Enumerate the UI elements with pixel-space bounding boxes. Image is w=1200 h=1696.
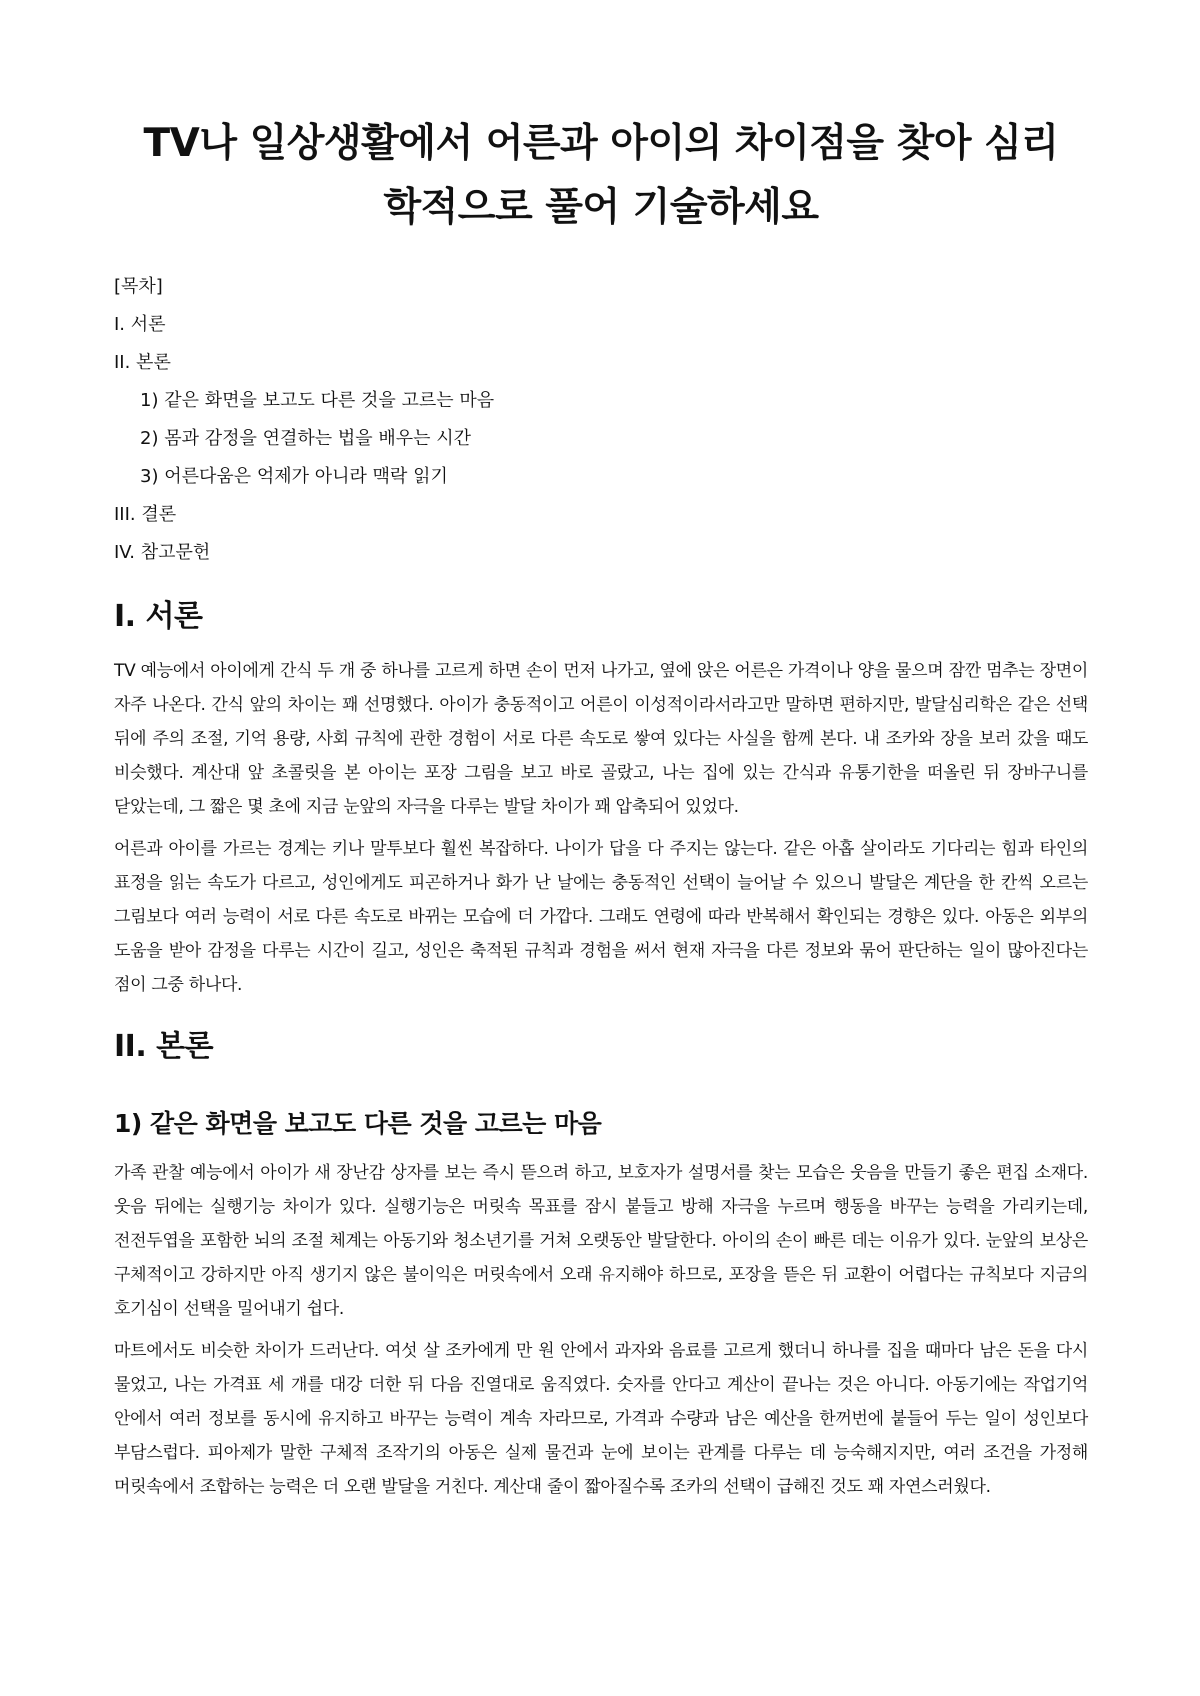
- toc-item-conclusion: III. 결론: [114, 504, 177, 525]
- toc-heading: [목차]: [114, 276, 163, 297]
- subsection-heading-1: 1) 같은 화면을 보고도 다른 것을 고르는 마음: [114, 1109, 602, 1138]
- body-sub1-paragraph-2: 마트에서도 비슷한 차이가 드러난다. 여섯 살 조카에게 만 원 안에서 과자와 음료를 고르게 했더니 하나를 집을 때마다 남은 돈을 다시 물었고, 나는 가격표 세 개를 대강 더한 뒤 다음 진열대로 움직였다. 숫자를 안다고 계산이 끝나는 것은 아니다. 아동기에는 작업기억 안에서 여러 정보를 동시에 유지하고 바꾸는 능력이 계속 자라므로, 가격과 수량과 남은 예산을 한꺼번에 붙들어 두는 일이 성인보다 부담스럽다. 피아제가 말한 구체적 조작기의 아동은 실제 물건과 눈에 보이는 관계를 다루는 데 능숙해지지만, 여러 조건을 가정해 머릿속에서 조합하는 능력은 더 오랜 발달을 거친다. 계산대 줄이 짧아질수록 조카의 선택이 급해진 것도 꽤 자연스러웠다.: [114, 1341, 1088, 1497]
- body-sub1-paragraph-1: 가족 관찰 예능에서 아이가 새 장난감 상자를 보는 즉시 뜯으려 하고, 보호자가 설명서를 찾는 모습은 웃음을 만들기 좋은 편집 소재다. 웃음 뒤에는 실행기능 차이가 있다. 실행기능은 머릿속 목표를 잠시 붙들고 방해 자극을 누르며 행동을 바꾸는 능력을 가리키는데, 전전두엽을 포함한 뇌의 조절 체계는 아동기와 청소년기를 거쳐 오랫동안 발달한다. 아이의 손이 빠른 데는 이유가 있다. 눈앞의 보상은 구체적이고 강하지만 아직 생기지 않은 불이익은 머릿속에서 오래 유지해야 하므로, 포장을 뜯은 뒤 교환이 어렵다는 규칙보다 지금의 호기심이 선택을 밀어내기 쉽다.: [114, 1163, 1088, 1319]
- toc-item-body: II. 본론: [114, 352, 171, 373]
- toc-item-references: IV. 참고문헌: [114, 542, 211, 563]
- section-heading-intro: I. 서론: [114, 599, 203, 634]
- section-intro: [114, 592, 1088, 1002]
- section-heading-body: II. 본론: [114, 1029, 214, 1064]
- toc-item-body-sub3: 3) 어른다움은 억제가 아니라 맥락 읽기: [140, 466, 448, 487]
- section-body: [114, 1022, 1088, 1504]
- toc-item-body-sub1: 1) 같은 화면을 보고도 다른 것을 고르는 마음: [140, 390, 495, 411]
- intro-paragraph-1: TV 예능에서 아이에게 간식 두 개 중 하나를 고르게 하면 손이 먼저 나가고, 옆에 앉은 어른은 가격이나 양을 물으며 잠깐 멈추는 장면이 자주 나온다. 간식 앞의 차이는 꽤 선명했다. 아이가 충동적이고 어른이 이성적이라서라고만 말하면 편하지만, 발달심리학은 같은 선택 뒤에 주의 조절, 기억 용량, 사회 규칙에 관한 경험이 서로 다른 속도로 쌓여 있다는 사실을 함께 본다. 내 조카와 장을 보러 갔을 때도 비슷했다. 계산대 앞 초콜릿을 본 아이는 포장 그림을 보고 바로 골랐고, 나는 집에 있는 간식과 유통기한을 떠올린 뒤 장바구니를 닫았는데, 그 짧은 몇 초에 지금 눈앞의 자극을 다루는 발달 차이가 꽤 압축되어 있었다.: [114, 661, 1088, 817]
- table-of-contents: [114, 268, 1088, 572]
- intro-paragraph-2: 어른과 아이를 가르는 경계는 키나 말투보다 훨씬 복잡하다. 나이가 답을 다 주지는 않는다. 같은 아홉 살이라도 기다리는 힘과 타인의 표정을 읽는 속도가 다르고, 성인에게도 피곤하거나 화가 난 날에는 충동적인 선택이 늘어날 수 있으니 발달은 계단을 한 칸씩 오르는 그림보다 여러 능력이 서로 다른 속도로 바뀌는 모습에 더 가깝다. 그래도 연령에 따라 반복해서 확인되는 경향은 있다. 아동은 외부의 도움을 받아 감정을 다루는 시간이 길고, 성인은 축적된 규칙과 경험을 써서 현재 자극을 다른 정보와 묶어 판단하는 일이 많아진다는 점이 그중 하나다.: [114, 839, 1089, 995]
- document-title: TV나 일상생활에서 어른과 아이의 차이점을 찾아 심리학적으로 풀어 기술하세요: [143, 121, 1059, 230]
- toc-item-intro: I. 서론: [114, 314, 166, 335]
- toc-item-body-sub2: 2) 몸과 감정을 연결하는 법을 배우는 시간: [140, 428, 472, 449]
